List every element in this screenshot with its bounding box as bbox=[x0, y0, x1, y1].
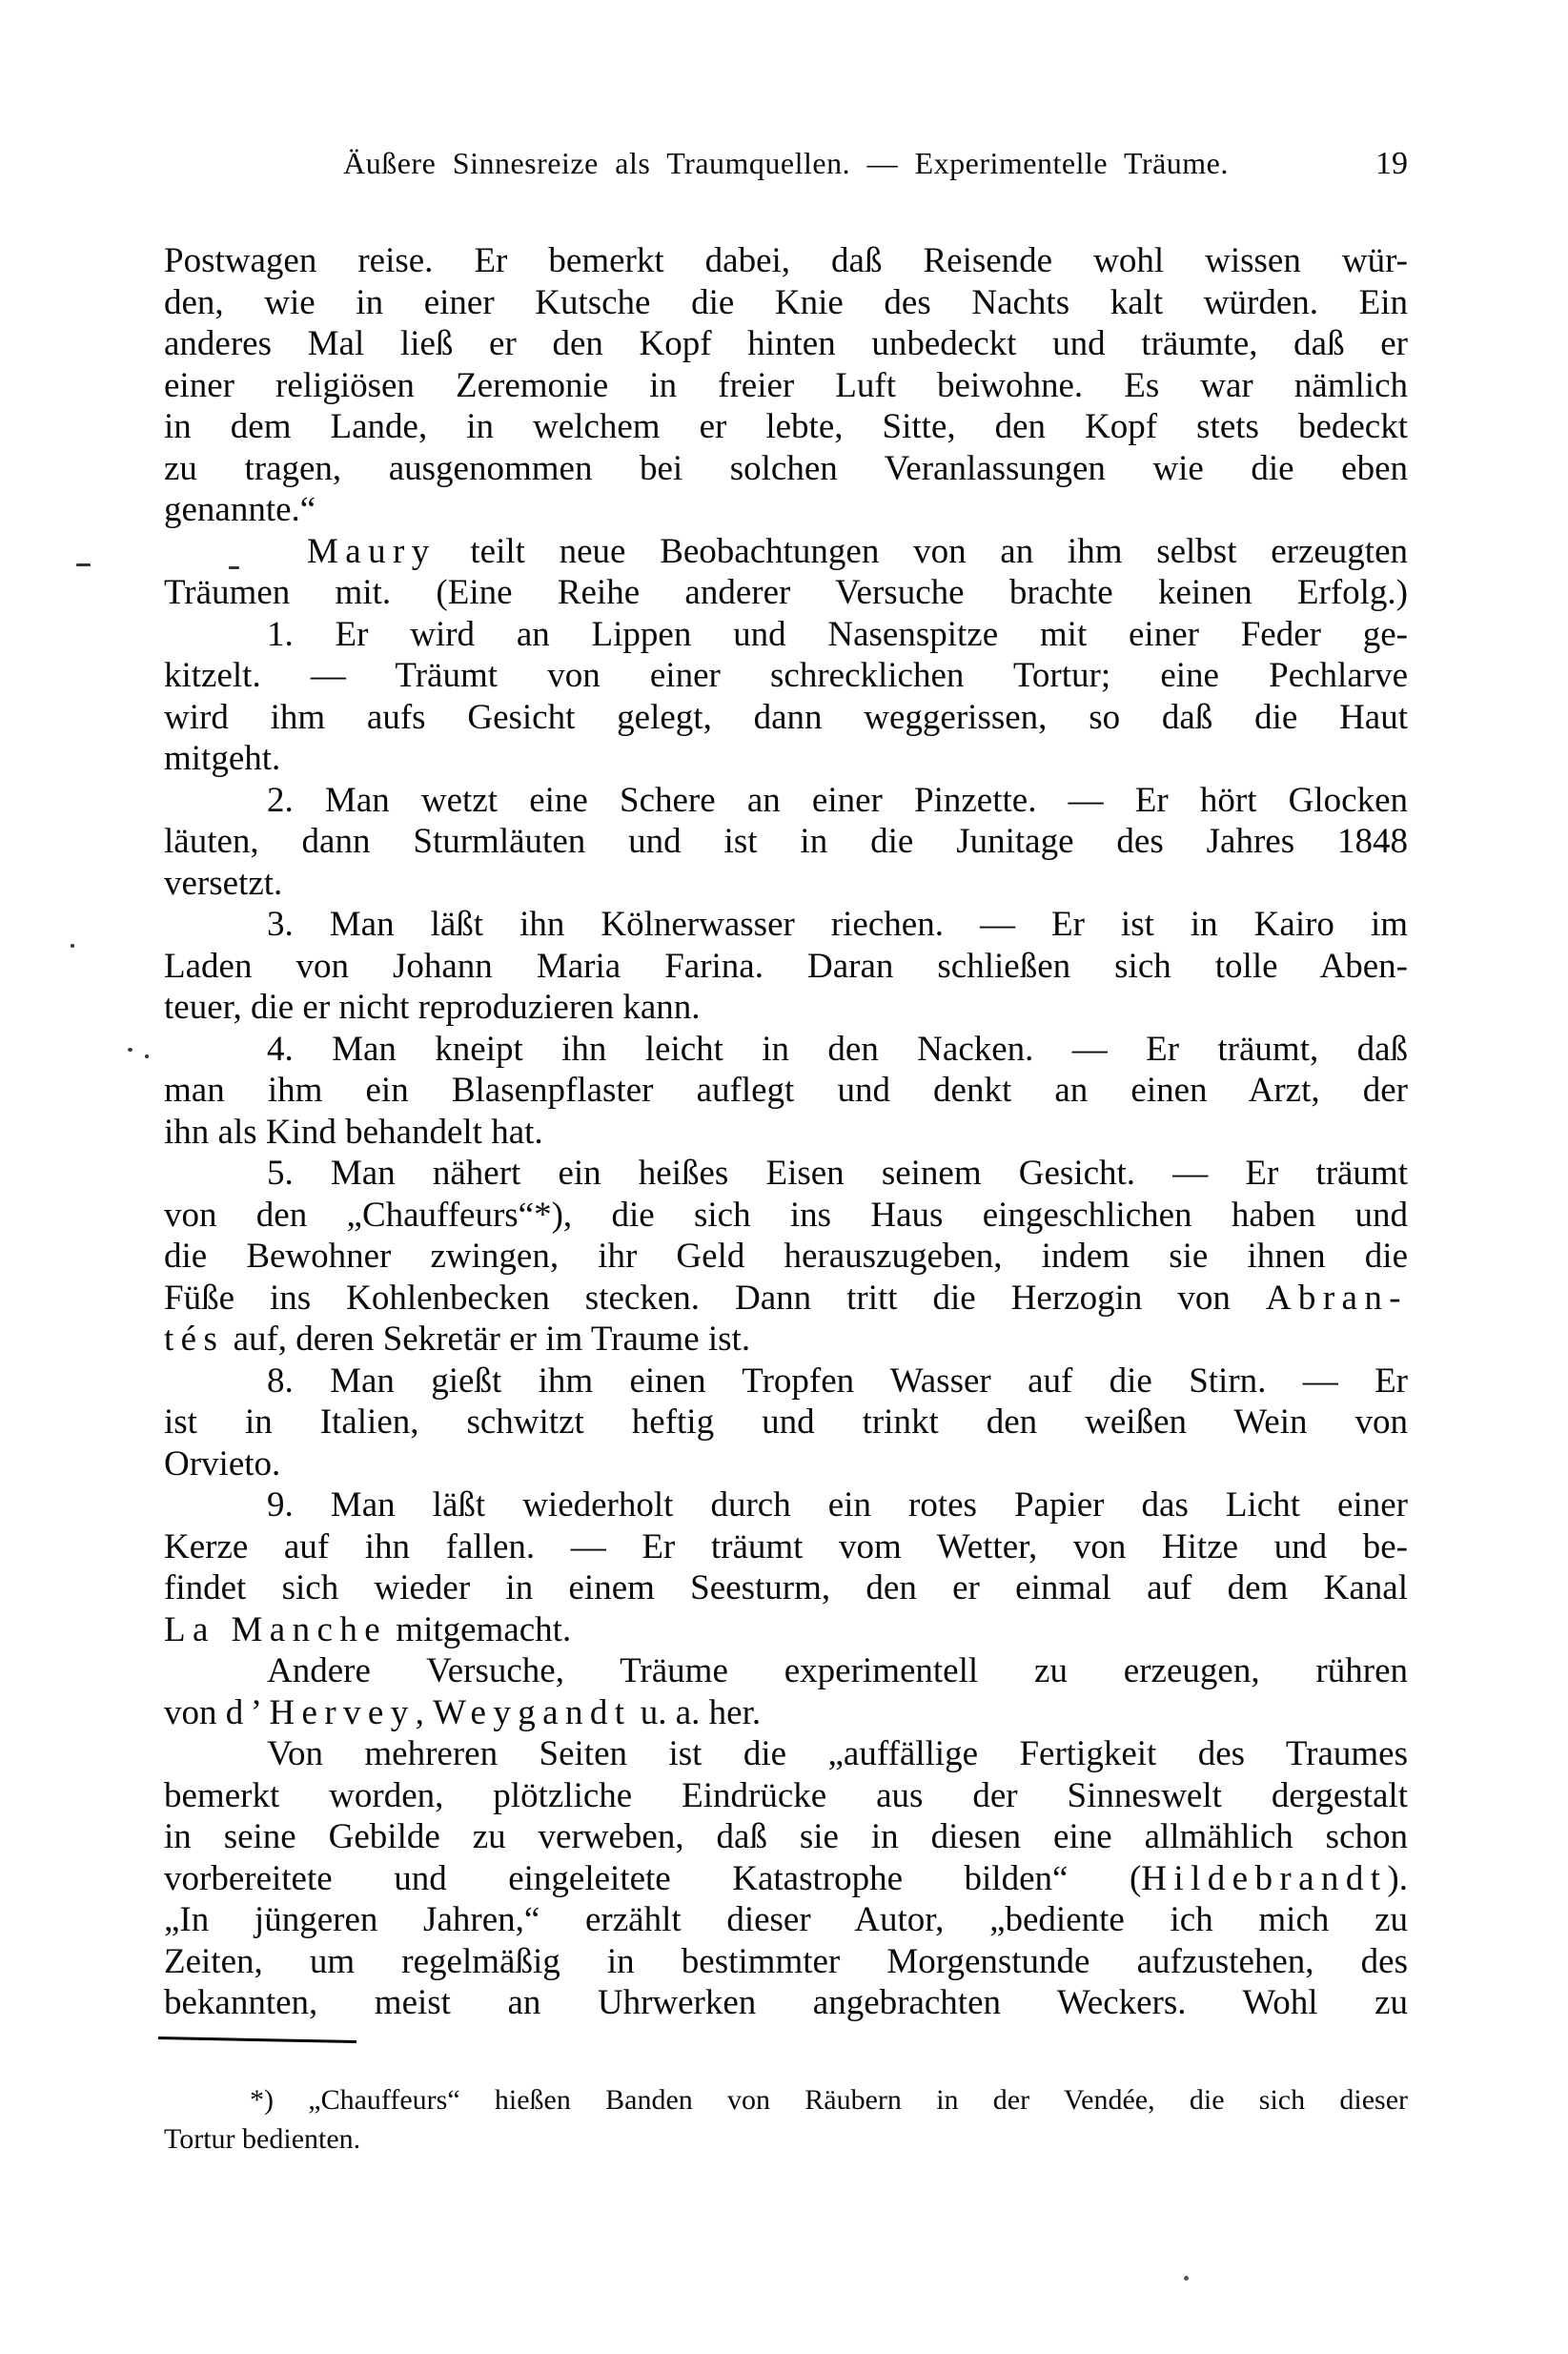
text-line bbox=[164, 1195, 1408, 1237]
scan-artifact bbox=[71, 944, 74, 948]
text-line bbox=[164, 738, 1408, 780]
text-line bbox=[164, 1650, 1408, 1692]
text-segment: genannte.“ bbox=[164, 490, 316, 529]
text-segment: vorbereitete und eingeleitete Katastrophe bilden“ ( bbox=[164, 1858, 1142, 1898]
text-line bbox=[164, 1278, 1408, 1320]
text-line bbox=[164, 448, 1408, 490]
body-text bbox=[164, 240, 1408, 2024]
text-line bbox=[164, 572, 1408, 614]
text-line bbox=[164, 365, 1408, 407]
text-line bbox=[164, 1816, 1408, 1858]
text-line bbox=[164, 489, 1408, 531]
text-segment: ihn als Kind behandelt hat. bbox=[164, 1112, 543, 1152]
text-segment: 1. Er wird an Lippen und Nasenspitze mit einer Feder ge- bbox=[267, 614, 1408, 654]
text-segment: man ihm ein Blasenpflaster auflegt und denkt an einen Arzt, der bbox=[164, 1071, 1408, 1110]
text-line bbox=[164, 323, 1408, 365]
text-segment: wird ihm aufs Gesicht gelegt, dann weggerissen, so daß die Haut bbox=[164, 697, 1408, 737]
text-segment: , bbox=[415, 1692, 434, 1732]
text-line bbox=[164, 780, 1408, 822]
text-line bbox=[164, 1692, 1408, 1734]
text-line bbox=[164, 282, 1408, 324]
text-segment: Kerze auf ihn fallen. — Er träumt vom Wetter, von Hitze und be- bbox=[164, 1526, 1408, 1566]
text-segment: u. a. her. bbox=[631, 1692, 762, 1732]
text-segment: den, wie in einer Kutsche die Knie des Nachts kalt würden. Ein bbox=[164, 282, 1408, 322]
text-line bbox=[164, 1609, 1408, 1651]
text-segment: Orvieto. bbox=[164, 1443, 281, 1484]
text-line bbox=[164, 1029, 1408, 1071]
text-segment: teuer, die er nicht reproduzieren kann. bbox=[164, 988, 701, 1027]
scan-artifact bbox=[76, 563, 91, 566]
footnote-rule bbox=[158, 2037, 356, 2043]
text-line bbox=[164, 1443, 1408, 1485]
text-segment: 4. Man kneipt ihn leicht in den Nacken. — Er träumt, daß bbox=[267, 1029, 1408, 1069]
text-line bbox=[164, 1858, 1408, 1900]
text-segment: von den „Chauffeurs“*), die sich ins Haus eingeschlichen haben und bbox=[164, 1195, 1408, 1235]
text-line bbox=[164, 1526, 1408, 1568]
text-line bbox=[164, 1361, 1408, 1402]
text-line bbox=[164, 1070, 1408, 1112]
text-segment: auf, deren Sekretär er im Traume ist. bbox=[224, 1320, 751, 1359]
text-segment: Andere Versuche, Träume experimentell zu erzeugen, rühren bbox=[267, 1651, 1408, 1690]
text-segment: in dem Lande, in welchem er lebte, Sitte, den Kopf stets bedeckt bbox=[164, 407, 1408, 446]
text-segment: 2. Man wetzt eine Schere an einer Pinzette. — Er hört Glocken bbox=[267, 780, 1408, 820]
running-title: Äußere Sinnesreize als Traumquellen. — Experimentelle Träume. bbox=[343, 146, 1229, 180]
text-line bbox=[164, 946, 1408, 988]
text-line bbox=[164, 1567, 1408, 1609]
text-segment: bemerkt worden, plötzliche Eindrücke aus der Sinneswelt dergestalt bbox=[164, 1775, 1408, 1815]
text-segment: Von mehreren Seiten ist die „auffällige Fertigkeit des Traumes bbox=[267, 1734, 1408, 1773]
text-segment: bekannten, meist an Uhrwerken angebrachten Weckers. Wohl zu bbox=[164, 1983, 1408, 2022]
text-line bbox=[164, 1153, 1408, 1195]
text-line bbox=[164, 406, 1408, 448]
text-line bbox=[164, 1236, 1408, 1278]
text-segment: von bbox=[164, 1692, 226, 1732]
text-line bbox=[164, 614, 1408, 656]
text-segment: 9. Man läßt wiederholt durch ein rotes Papier das Licht einer bbox=[267, 1485, 1408, 1525]
text-segment: ). bbox=[1387, 1858, 1408, 1898]
text-line bbox=[164, 1733, 1408, 1775]
page-number: 19 bbox=[1375, 146, 1408, 181]
text-line bbox=[164, 1112, 1408, 1154]
text-line bbox=[164, 904, 1408, 946]
text-line bbox=[164, 1941, 1408, 1983]
text-line bbox=[164, 1775, 1408, 1817]
text-segment: läuten, dann Sturmläuten und ist in die Junitage des Jahres 1848 bbox=[164, 822, 1408, 861]
text-line bbox=[164, 821, 1408, 863]
text-line bbox=[164, 240, 1408, 282]
letterspaced-text: tés bbox=[164, 1320, 225, 1359]
text-segment: Zeiten, um regelmäßig in bestimmter Morgenstunde aufzustehen, des bbox=[164, 1941, 1408, 1981]
text-segment: mitgeht. bbox=[164, 739, 281, 778]
text-line bbox=[164, 1484, 1408, 1526]
text-segment: 3. Man läßt ihn Kölnerwasser riechen. — Er ist in Kairo im bbox=[267, 905, 1408, 944]
text-line bbox=[164, 1402, 1408, 1443]
text-segment: Träumen mit. (Eine Reihe anderer Versuche brachte keinen Erfolg.) bbox=[164, 573, 1408, 612]
text-segment: die Bewohner zwingen, ihr Geld herauszugeben, indem sie ihnen die bbox=[164, 1237, 1408, 1276]
letterspaced-text: d’Hervey bbox=[225, 1692, 416, 1732]
text-segment: Postwagen reise. Er bemerkt dabei, daß Reisende wohl wissen wür- bbox=[164, 241, 1408, 280]
letterspaced-text: Abran- bbox=[1265, 1278, 1408, 1318]
scan-artifact bbox=[229, 566, 239, 569]
text-segment: kitzelt. — Träumt von einer schrecklichen Tortur; eine Pechlarve bbox=[164, 656, 1408, 695]
text-segment: „In jüngeren Jahren,“ erzählt dieser Autor, „bediente ich mich zu bbox=[164, 1900, 1408, 1939]
footnote bbox=[164, 2080, 1408, 2159]
text-segment: versetzt. bbox=[164, 863, 283, 903]
running-header bbox=[164, 143, 1408, 184]
letterspaced-text: Maury bbox=[307, 531, 437, 571]
text-line bbox=[164, 2080, 1408, 2119]
scan-artifact bbox=[1184, 2276, 1189, 2281]
text-line bbox=[164, 2119, 1408, 2159]
text-line bbox=[164, 531, 1408, 573]
text-line bbox=[164, 655, 1408, 697]
text-segment: *) „Chauffeurs“ hießen Banden von Räubern in der Vendée, die sich dieser bbox=[250, 2084, 1408, 2116]
text-segment: findet sich wieder in einem Seesturm, den er einmal auf dem Kanal bbox=[164, 1568, 1408, 1607]
text-line bbox=[164, 1319, 1408, 1361]
text-segment: anderes Mal ließ er den Kopf hinten unbedeckt und träumte, daß er bbox=[164, 324, 1408, 363]
text-line bbox=[164, 1982, 1408, 2024]
text-segment: mitgemacht. bbox=[387, 1609, 572, 1649]
letterspaced-text: La Manche bbox=[164, 1609, 388, 1649]
letterspaced-text: Hildebrandt bbox=[1141, 1858, 1388, 1898]
text-segment: Füße ins Kohlenbecken stecken. Dann tritt die Herzogin von bbox=[164, 1278, 1266, 1318]
text-segment: 5. Man nähert ein heißes Eisen seinem Gesicht. — Er träumt bbox=[267, 1154, 1408, 1193]
text-segment: Laden von Johann Maria Farina. Daran schließen sich tolle Aben- bbox=[164, 946, 1408, 986]
text-line bbox=[164, 987, 1408, 1029]
text-segment: teilt neue Beobachtungen von an ihm selbst erzeugten bbox=[436, 531, 1408, 571]
scan-artifact bbox=[128, 1048, 132, 1052]
text-segment: ist in Italien, schwitzt heftig und trinkt den weißen Wein von bbox=[164, 1402, 1408, 1442]
text-line bbox=[164, 1899, 1408, 1941]
scan-artifact bbox=[145, 1054, 149, 1058]
text-segment: in seine Gebilde zu verweben, daß sie in diesen eine allmählich schon bbox=[164, 1817, 1408, 1856]
text-line bbox=[164, 697, 1408, 739]
text-segment: zu tragen, ausgenommen bei solchen Veranlassungen wie die eben bbox=[164, 448, 1408, 488]
text-line bbox=[164, 863, 1408, 905]
text-segment: einer religiösen Zeremonie in freier Luft beiwohne. Es war nämlich bbox=[164, 365, 1408, 405]
text-segment: 8. Man gießt ihm einen Tropfen Wasser auf die Stirn. — Er bbox=[267, 1361, 1408, 1401]
letterspaced-text: Weygandt bbox=[433, 1692, 632, 1732]
text-segment: Tortur bedienten. bbox=[164, 2123, 361, 2155]
